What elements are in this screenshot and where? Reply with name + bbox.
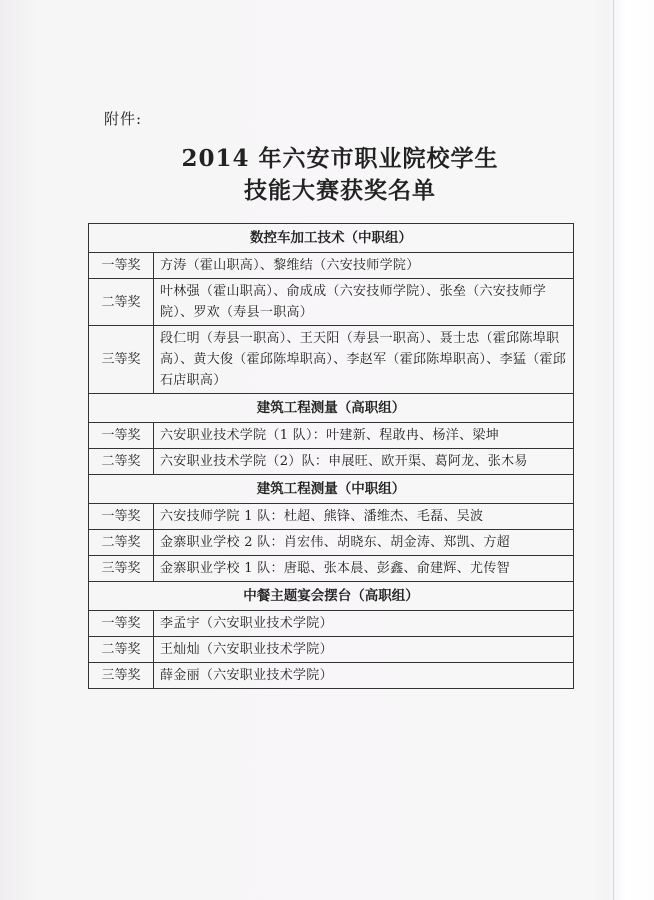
award-rank: 三等奖 (89, 326, 154, 394)
award-rank: 二等奖 (89, 530, 154, 556)
award-rank: 三等奖 (89, 556, 154, 582)
award-rank: 一等奖 (89, 504, 154, 530)
award-rank: 一等奖 (89, 611, 154, 637)
table-row (89, 326, 574, 394)
award-winners: 王灿灿（六安职业技术学院） (154, 637, 574, 663)
award-winners: 方涛（霍山职高）、黎维结（六安技师学院） (154, 253, 574, 279)
table-row (89, 663, 574, 689)
section-heading: 建筑工程测量（中职组） (89, 475, 574, 504)
award-winners: 金寨职业学校 1 队：唐聪、张本晨、彭鑫、俞建辉、尤传智 (154, 556, 574, 582)
page-fold-line (613, 0, 614, 900)
award-winners: 叶林强（霍山职高）、俞成成（六安技师学院）、张垒（六安技师学院）、罗欢（寿县一职高） (154, 279, 574, 326)
attachment-label: 附件: (104, 110, 143, 128)
table-row (89, 279, 574, 326)
document-title: 2014 年六安市职业院校学生 (181, 145, 499, 172)
award-winners: 李孟宇（六安职业技术学院） (154, 611, 574, 637)
award-winners: 薛金丽（六安职业技术学院） (154, 663, 574, 689)
table-row (89, 253, 574, 279)
page-margin (608, 0, 654, 900)
table-row (89, 423, 574, 449)
table-row (89, 530, 574, 556)
section-heading: 建筑工程测量（高职组） (89, 394, 574, 423)
award-rank: 一等奖 (89, 423, 154, 449)
award-winners: 六安技师学院 1 队：杜超、熊锋、潘维杰、毛磊、吴波 (154, 504, 574, 530)
document-subtitle: 技能大赛获奖名单 (244, 177, 436, 204)
award-rank: 三等奖 (89, 663, 154, 689)
award-rank: 二等奖 (89, 279, 154, 326)
section-header-row (89, 394, 574, 423)
table-row (89, 504, 574, 530)
award-rank: 一等奖 (89, 253, 154, 279)
award-winners: 段仁明（寿县一职高）、王天阳（寿县一职高）、聂士忠（霍邱陈埠职高）、黄大俊（霍邱陈埠职高）、李赵军（霍邱陈埠职高）、李猛（霍邱石店职高） (154, 326, 574, 394)
table-row (89, 611, 574, 637)
award-winners: 六安职业技术学院（1 队）：叶建新、程敢冉、杨洋、梁坤 (154, 423, 574, 449)
section-heading: 数控车加工技术（中职组） (89, 224, 574, 253)
award-winners: 金寨职业学校 2 队：肖宏伟、胡晓东、胡金涛、郑凯、方超 (154, 530, 574, 556)
awards-table (88, 223, 574, 689)
award-winners: 六安职业技术学院（2）队：申展旺、欧开渠、葛阿龙、张木易 (154, 449, 574, 475)
table-row (89, 556, 574, 582)
section-heading: 中餐主题宴会摆台（高职组） (89, 582, 574, 611)
section-header-row (89, 475, 574, 504)
table-row (89, 449, 574, 475)
section-header-row (89, 582, 574, 611)
table-row (89, 637, 574, 663)
award-rank: 二等奖 (89, 449, 154, 475)
award-rank: 二等奖 (89, 637, 154, 663)
section-header-row (89, 224, 574, 253)
